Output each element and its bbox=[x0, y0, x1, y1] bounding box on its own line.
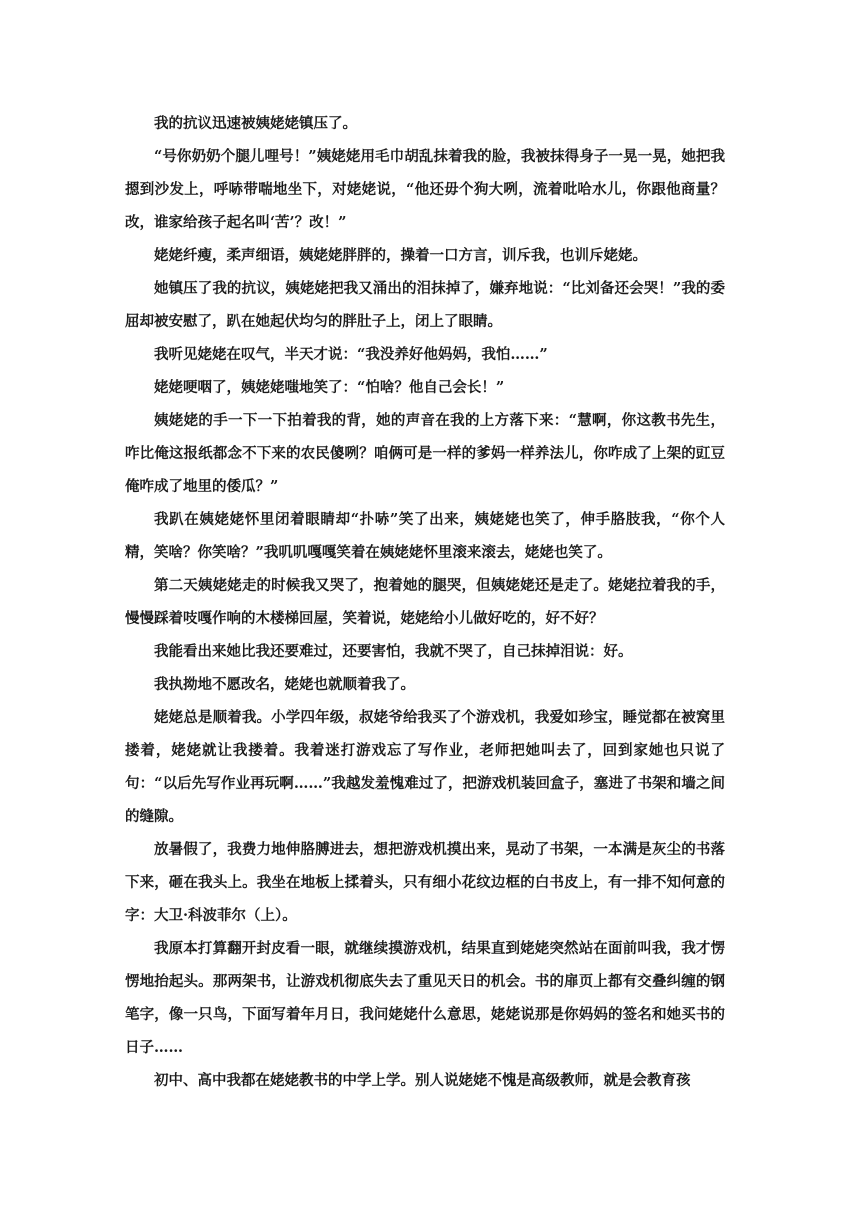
paragraph-6: 姥姥哽咽了，姨姥姥嗤地笑了：“怕啥？他自己会长！” bbox=[154, 379, 505, 396]
paragraph-2: “号你奶奶个腿儿哩号！”姨姥姥用毛巾胡乱抹着我的脸，我被抹得身子一晃一晃，她把我摁到沙发上，呼哧带喘地坐下，对姥姥说，“他还毋个狗大咧，流着吡哈水儿，你跟他商量？改，谁家给孩子起名叫‘苦’？改！” bbox=[125, 148, 725, 231]
paragraph-14: 我原本打算翻开封皮看一眼，就继续摸游戏机，结果直到姥姥突然站在面前叫我，我才愣愣地抬起头。那两架书，让游戏机彻底失去了重见天日的机会。书的扉页上都有交叠纠缠的钢笔字，像一只鸟，下面写着年月日，我问姥姥什么意思，姥姥说那是你妈妈的签名和她买书的日子…… bbox=[125, 940, 725, 1056]
paragraph-7: 姨姥姥的手一下一下拍着我的背，她的声音在我的上方落下来：“慧啊，你这教书先生，咋比俺这报纸都念不下来的农民傻咧？咱俩可是一样的爹妈一样养法儿，你咋成了上架的豇豆俺咋成了地里的倭瓜？” bbox=[125, 412, 725, 495]
document-page bbox=[125, 107, 725, 1097]
paragraph-5: 我听见姥姥在叹气，半天才说：“我没养好他妈妈，我怕……” bbox=[154, 346, 548, 363]
paragraph-12: 姥姥总是顺着我。小学四年级，叔姥爷给我买了个游戏机，我爱如珍宝，睡觉都在被窝里搂着，姥姥就让我搂着。我着迷打游戏忘了写作业，老师把她叫去了，回到家她也只说了句：“以后先写作业再玩啊……”我越发羞愧难过了，把游戏机装回盒子，塞进了书架和墙之间的缝隙。 bbox=[125, 709, 725, 825]
paragraph-10: 我能看出来她比我还要难过，还要害怕，我就不哭了，自己抹掉泪说：好。 bbox=[154, 643, 633, 660]
paragraph-11: 我执拗地不愿改名，姥姥也就顺着我了。 bbox=[154, 676, 415, 693]
paragraph-4: 她镇压了我的抗议，姨姥姥把我又涌出的泪抹掉了，嫌弃地说：“比刘备还会哭！”我的委屈却被安慰了，趴在她起伏均匀的胖肚子上，闭上了眼睛。 bbox=[125, 280, 725, 330]
paragraph-8: 我趴在姨姥姥怀里闭着眼睛却“扑哧”笑了出来，姨姥姥也笑了，伸手胳肢我，“你个人精，笑啥？你笑啥？”我叽叽嘎嘎笑着在姨姥姥怀里滚来滚去，姥姥也笑了。 bbox=[125, 511, 725, 561]
paragraph-15: 初中、高中我都在姥姥教书的中学上学。别人说姥姥不愧是高级教师，就是会教育孩 bbox=[154, 1072, 691, 1089]
paragraph-13: 放暑假了，我费力地伸胳膊进去，想把游戏机摸出来，晃动了书架，一本满是灰尘的书落下来，砸在我头上。我坐在地板上揉着头，只有细小花纹边框的白书皮上，有一排不知何意的字：大卫·科波菲尔（上）。 bbox=[125, 841, 725, 924]
paragraph-9: 第二天姨姥姥走的时候我又哭了，抱着她的腿哭，但姨姥姥还是走了。姥姥拉着我的手，慢慢踩着吱嘎作响的木楼梯回屋，笑着说，姥姥给小儿做好吃的，好不好？ bbox=[125, 577, 725, 627]
paragraph-1: 我的抗议迅速被姨姥姥镇压了。 bbox=[154, 115, 357, 132]
paragraph-3: 姥姥纤瘦，柔声细语，姨姥姥胖胖的，操着一口方言，训斥我，也训斥姥姥。 bbox=[154, 247, 647, 264]
